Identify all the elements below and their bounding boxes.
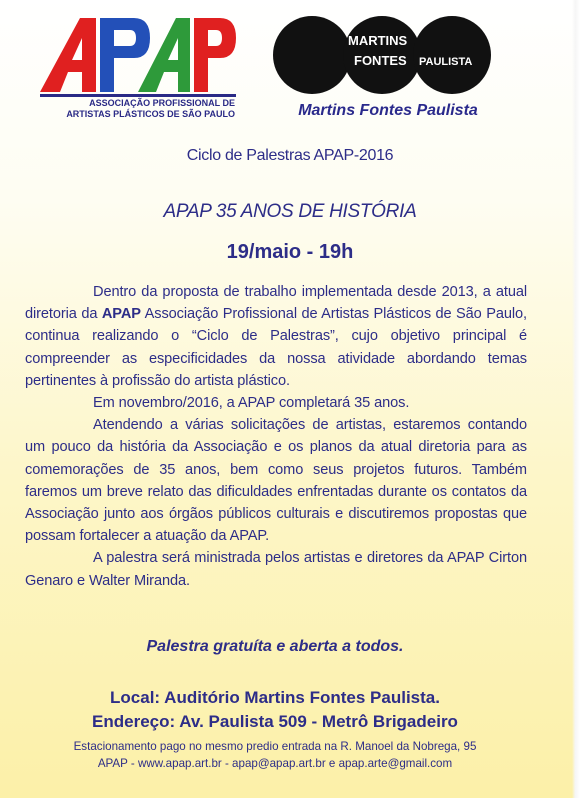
- paragraph-4: A palestra será ministrada pelos artistas e diretores da APAP Cirton Genaro e Walter Miranda.: [25, 550, 527, 589]
- contact-info: APAP - www.apap.art.br - apap@apap.art.br e apap.arte@gmail.com: [97, 757, 453, 770]
- apap-subtitle: [40, 98, 235, 120]
- address: Endereço: Av. Paulista 509 - Metrô Brigadeiro: [92, 712, 458, 731]
- lecture-cycle: Ciclo de Palestras APAP-2016: [186, 147, 394, 164]
- paragraph-1-end: Associação Profissional de Artistas Plásticos de São Paulo, continua realizando o “Ciclo de Palestras”, cujo objetivo principal é compreender as especificidades da nossa atividade abordando temas pertinentes à profissão do artista plástico.: [25, 306, 527, 389]
- paragraph-3: Atendendo a várias solicitações de artistas, estaremos contando um pouco da história da Associação e os planos da atual diretoria para as comemorações de 35 anos, bem como seus projetos futuros. Também faremos um breve relato das dificuldades enfrentadas durante os contatos da Associação junto aos órgãos públicos culturais e discutiremos propostas que possam fortalecer a atuação da APAP.: [25, 417, 527, 545]
- martins-fontes-name: Martins Fontes Paulista: [298, 102, 478, 119]
- apap-subtitle-line1: ASSOCIAÇÃO PROFISSIONAL DE: [89, 98, 235, 108]
- venue: Local: Auditório Martins Fontes Paulista.: [110, 688, 440, 707]
- paragraph-2: Em novembro/2016, a APAP completará 35 anos.: [93, 395, 410, 412]
- mf-line2: FONTES: [354, 53, 407, 68]
- free-entry-note: Palestra gratuíta e aberta a todos.: [146, 638, 404, 655]
- event-title: APAP 35 ANOS DE HISTÓRIA: [163, 201, 417, 222]
- event-date: 19/maio - 19h: [226, 241, 354, 263]
- paragraph-1-start: Dentro da proposta de trabalho implementada desde 2013, a atual diretoria da: [25, 284, 527, 323]
- paragraph-1: [25, 281, 527, 392]
- mf-line3: PAULISTA: [419, 56, 473, 68]
- mf-line1: MARTINS: [348, 33, 408, 48]
- apap-subtitle-line2: ARTISTAS PLÁSTICOS DE SÃO PAULO: [66, 109, 235, 119]
- martins-fontes-logo: [272, 14, 494, 96]
- parking-info: Estacionamento pago no mesmo predio entrada na R. Manoel da Nobrega, 95: [73, 740, 477, 753]
- apap-bold: APAP: [101, 306, 141, 323]
- event-description: [25, 281, 527, 592]
- page-edge: [572, 0, 580, 798]
